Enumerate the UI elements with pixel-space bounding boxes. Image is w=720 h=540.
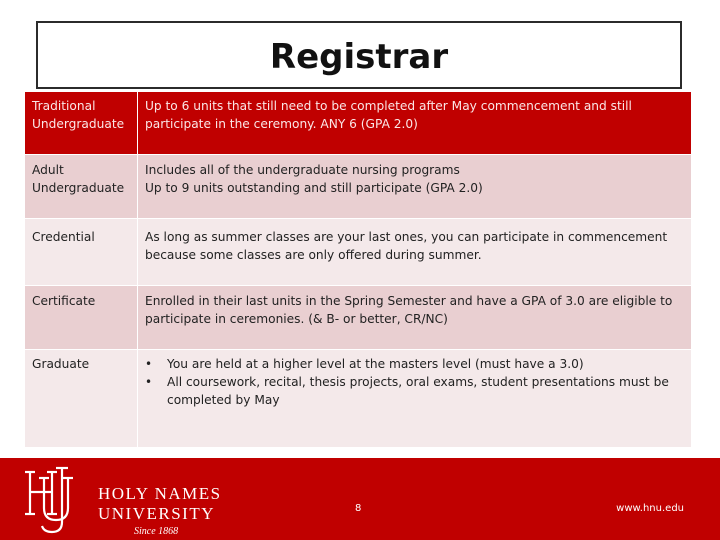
logo-text-line1: HOLY NAMES xyxy=(98,484,222,503)
page-number: 8 xyxy=(355,503,362,514)
logo-text-line2: UNIVERSITY xyxy=(98,504,215,523)
row-label: Traditional Undergraduate xyxy=(25,92,138,155)
university-logo xyxy=(22,464,232,538)
row-text: As long as summer classes are your last ones, you can participate in commencement because some classes are only offered during summer. xyxy=(138,219,692,286)
table-row xyxy=(25,350,692,448)
footer-url: www.hnu.edu xyxy=(616,503,684,514)
logo-since-text: Since 1868 xyxy=(134,526,179,537)
registrar-table xyxy=(25,92,692,448)
table-row xyxy=(25,155,692,219)
bullet-item: • You are held at a higher level at the masters level (must have a 3.0) xyxy=(167,355,685,373)
table-row xyxy=(25,286,692,350)
row-text: Enrolled in their last units in the Spring Semester and have a GPA of 3.0 are eligible to participate in ceremonies. (& B- or better, CR/NC) xyxy=(138,286,692,350)
footer-bar xyxy=(0,458,720,540)
row-text xyxy=(138,350,692,448)
title-box xyxy=(36,21,682,89)
row-line: Includes all of the undergraduate nursing programs xyxy=(145,163,460,177)
row-label: Certificate xyxy=(25,286,138,350)
bullet-item: • All coursework, recital, thesis projects, oral exams, student presentations must be completed by May xyxy=(167,373,685,409)
table-row xyxy=(25,219,692,286)
row-line: Up to 9 units outstanding and still participate (GPA 2.0) xyxy=(145,181,483,195)
bullet-list xyxy=(145,355,685,409)
row-label: Credential xyxy=(25,219,138,286)
row-text: Up to 6 units that still need to be completed after May commencement and still participate in the ceremony. ANY 6 (GPA 2.0) xyxy=(138,92,692,155)
page-title: Registrar xyxy=(269,37,449,77)
row-label: Adult Undergraduate xyxy=(25,155,138,219)
table-row xyxy=(25,92,692,155)
row-label: Graduate xyxy=(25,350,138,448)
hnu-monogram-icon xyxy=(22,464,86,536)
row-text xyxy=(138,155,692,219)
